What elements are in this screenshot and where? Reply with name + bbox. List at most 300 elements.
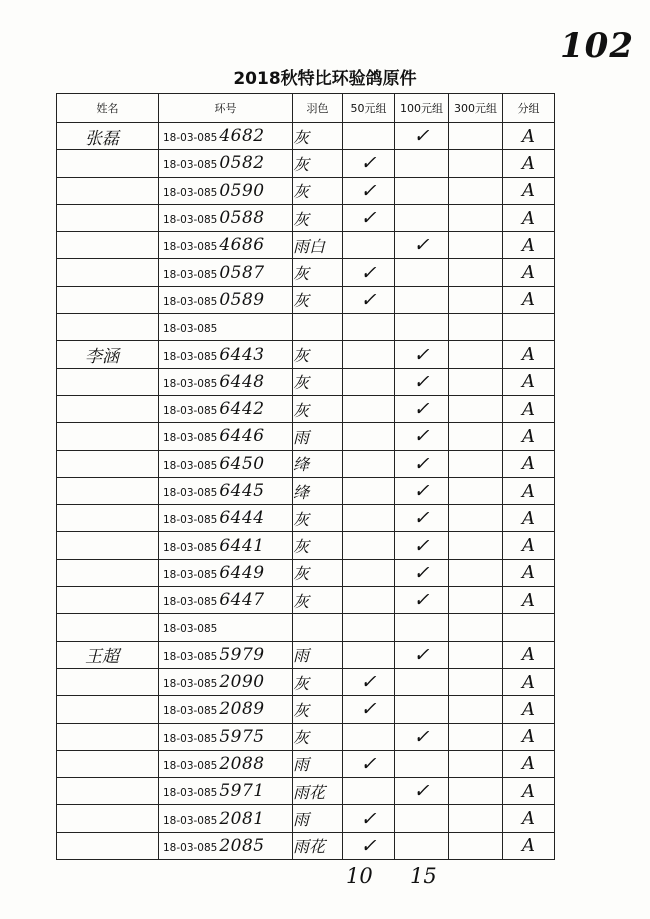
ring-suffix: 4686 — [219, 235, 265, 256]
table-row — [57, 832, 555, 859]
color-cell: 灰 — [293, 341, 343, 368]
table-row — [57, 696, 555, 723]
ring-suffix: 2090 — [219, 672, 265, 693]
check-300 — [449, 477, 503, 504]
table-row — [57, 668, 555, 695]
check-100: ✓ — [395, 232, 449, 259]
group-cell: A — [503, 177, 555, 204]
group-cell — [503, 314, 555, 341]
check-50 — [343, 723, 395, 750]
color-cell: 雨花 — [293, 832, 343, 859]
group-cell: A — [503, 532, 555, 559]
owner-name — [57, 617, 85, 637]
owner-name — [57, 181, 85, 201]
color-cell — [293, 314, 343, 341]
owner-name — [57, 754, 85, 774]
check-100: ✓ — [395, 423, 449, 450]
owner-name — [57, 263, 85, 283]
ring-prefix: 18-03-085 — [163, 405, 218, 418]
group-cell: A — [503, 123, 555, 150]
owner-name: 王超 — [85, 647, 119, 668]
ring-prefix: 18-03-085 — [163, 541, 218, 554]
color-cell: 灰 — [293, 395, 343, 422]
ring-suffix: 6448 — [219, 371, 265, 392]
check-100 — [395, 259, 449, 286]
owner-name — [57, 399, 85, 419]
group-cell: A — [503, 150, 555, 177]
ring-suffix: 0588 — [219, 208, 265, 229]
ring-prefix: 18-03-085 — [163, 295, 218, 308]
ring-cell — [159, 204, 293, 231]
check-100 — [395, 150, 449, 177]
ring-prefix: 18-03-085 — [163, 350, 218, 363]
owner-cell — [57, 450, 159, 477]
check-50 — [343, 532, 395, 559]
owner-name — [57, 727, 85, 747]
ring-cell — [159, 423, 293, 450]
check-50 — [343, 450, 395, 477]
check-100: ✓ — [395, 368, 449, 395]
table-row — [57, 477, 555, 504]
check-50 — [343, 587, 395, 614]
check-300 — [449, 204, 503, 231]
group-cell: A — [503, 368, 555, 395]
ring-cell — [159, 750, 293, 777]
group-cell: A — [503, 559, 555, 586]
owner-cell — [57, 559, 159, 586]
ring-prefix: 18-03-085 — [163, 568, 218, 581]
group-cell: A — [503, 259, 555, 286]
ring-prefix: 18-03-085 — [163, 732, 218, 745]
table-row — [57, 150, 555, 177]
table-row — [57, 286, 555, 313]
owner-cell — [57, 286, 159, 313]
header-row — [57, 94, 555, 123]
owner-cell — [57, 177, 159, 204]
table-row — [57, 368, 555, 395]
ring-suffix: 6450 — [219, 453, 265, 474]
ring-cell — [159, 614, 293, 641]
check-100 — [395, 696, 449, 723]
check-100: ✓ — [395, 587, 449, 614]
check-300 — [449, 286, 503, 313]
table-row — [57, 532, 555, 559]
ring-suffix: 2085 — [219, 835, 265, 856]
ring-prefix: 18-03-085 — [163, 323, 218, 336]
group-cell: A — [503, 505, 555, 532]
color-cell: 雨 — [293, 423, 343, 450]
ring-suffix: 6446 — [219, 426, 265, 447]
color-cell — [293, 614, 343, 641]
ring-cell — [159, 177, 293, 204]
owner-name — [57, 481, 85, 501]
owner-cell — [57, 778, 159, 805]
check-50 — [343, 559, 395, 586]
check-50: ✓ — [343, 805, 395, 832]
owner-cell — [57, 368, 159, 395]
owner-cell — [57, 696, 159, 723]
group-cell: A — [503, 341, 555, 368]
table-row — [57, 450, 555, 477]
owner-cell — [57, 150, 159, 177]
check-50: ✓ — [343, 177, 395, 204]
owner-name — [57, 208, 85, 228]
check-100 — [395, 314, 449, 341]
group-cell: A — [503, 750, 555, 777]
group-cell: A — [503, 232, 555, 259]
owner-cell — [57, 259, 159, 286]
check-300 — [449, 450, 503, 477]
check-50 — [343, 778, 395, 805]
owner-cell — [57, 477, 159, 504]
ring-suffix: 0590 — [219, 180, 265, 201]
check-100 — [395, 286, 449, 313]
check-300 — [449, 177, 503, 204]
owner-cell — [57, 750, 159, 777]
check-300 — [449, 423, 503, 450]
check-300 — [449, 368, 503, 395]
check-50: ✓ — [343, 750, 395, 777]
group-cell: A — [503, 587, 555, 614]
owner-name — [57, 153, 85, 173]
owner-name — [57, 235, 85, 255]
owner-name — [57, 536, 85, 556]
group-cell: A — [503, 423, 555, 450]
owner-name — [57, 590, 85, 610]
ring-suffix: 6444 — [219, 508, 265, 529]
color-cell: 灰 — [293, 150, 343, 177]
color-cell: 灰 — [293, 259, 343, 286]
header-color: 羽色 — [293, 94, 343, 123]
page-title: 2018秋特比环验鸽原件 — [233, 69, 417, 89]
check-300 — [449, 314, 503, 341]
ring-prefix: 18-03-085 — [163, 514, 218, 527]
owner-name — [57, 372, 85, 392]
check-100 — [395, 805, 449, 832]
ring-suffix: 6447 — [219, 590, 265, 611]
color-cell: 雨白 — [293, 232, 343, 259]
color-cell: 灰 — [293, 723, 343, 750]
check-50 — [343, 368, 395, 395]
ring-prefix: 18-03-085 — [163, 241, 218, 254]
table-row — [57, 259, 555, 286]
table-row — [57, 341, 555, 368]
pigeon-registration-table — [56, 93, 555, 860]
check-300 — [449, 259, 503, 286]
check-300 — [449, 778, 503, 805]
owner-cell — [57, 314, 159, 341]
group-cell: A — [503, 204, 555, 231]
check-50 — [343, 123, 395, 150]
ring-prefix: 18-03-085 — [163, 487, 218, 499]
owner-name — [57, 290, 85, 310]
header-100: 100元组 — [395, 94, 449, 123]
ring-cell — [159, 450, 293, 477]
owner-name — [57, 454, 85, 474]
ring-cell — [159, 723, 293, 750]
check-50 — [343, 614, 395, 641]
ring-prefix: 18-03-085 — [163, 432, 218, 445]
owner-cell — [57, 805, 159, 832]
owner-cell — [57, 232, 159, 259]
ring-cell — [159, 559, 293, 586]
ring-cell — [159, 150, 293, 177]
check-300 — [449, 341, 503, 368]
ring-cell — [159, 477, 293, 504]
ring-cell — [159, 668, 293, 695]
table-row — [57, 314, 555, 341]
ring-suffix: 6445 — [219, 481, 265, 501]
table-row — [57, 395, 555, 422]
ring-suffix: 5979 — [219, 644, 265, 665]
table-row — [57, 805, 555, 832]
ring-suffix: 2088 — [219, 753, 265, 774]
check-300 — [449, 395, 503, 422]
color-cell: 雨 — [293, 805, 343, 832]
check-50: ✓ — [343, 150, 395, 177]
group-cell: A — [503, 805, 555, 832]
group-cell: A — [503, 778, 555, 805]
check-300 — [449, 559, 503, 586]
check-50 — [343, 641, 395, 668]
color-cell: 灰 — [293, 505, 343, 532]
ring-suffix: 6443 — [219, 344, 265, 365]
ring-cell — [159, 641, 293, 668]
ring-prefix: 18-03-085 — [163, 623, 218, 636]
owner-name — [57, 699, 85, 719]
owner-cell — [57, 832, 159, 859]
group-cell: A — [503, 641, 555, 668]
check-50: ✓ — [343, 668, 395, 695]
check-50: ✓ — [343, 286, 395, 313]
check-100 — [395, 750, 449, 777]
group-cell — [503, 614, 555, 641]
owner-cell — [57, 341, 159, 368]
color-cell: 灰 — [293, 204, 343, 231]
check-300 — [449, 832, 503, 859]
ring-suffix: 5971 — [219, 781, 265, 802]
group-cell: A — [503, 286, 555, 313]
ring-prefix: 18-03-085 — [163, 759, 218, 772]
ring-suffix: 6449 — [219, 562, 265, 583]
ring-cell — [159, 505, 293, 532]
ring-cell — [159, 232, 293, 259]
color-cell: 灰 — [293, 559, 343, 586]
owner-cell — [57, 423, 159, 450]
check-50 — [343, 477, 395, 504]
ring-suffix: 4682 — [219, 126, 265, 147]
ring-prefix: 18-03-085 — [163, 268, 218, 281]
check-100: ✓ — [395, 450, 449, 477]
check-100: ✓ — [395, 559, 449, 586]
group-cell: A — [503, 668, 555, 695]
owner-name: 张磊 — [85, 128, 119, 149]
header-50: 50元组 — [343, 94, 395, 123]
group-cell: A — [503, 696, 555, 723]
owner-name — [57, 426, 85, 446]
table-row — [57, 641, 555, 668]
ring-cell — [159, 314, 293, 341]
ring-cell — [159, 587, 293, 614]
check-300 — [449, 696, 503, 723]
owner-cell — [57, 395, 159, 422]
owner-cell — [57, 614, 159, 641]
owner-name — [57, 809, 85, 829]
owner-cell — [57, 204, 159, 231]
ring-prefix: 18-03-085 — [163, 186, 218, 199]
ring-cell — [159, 341, 293, 368]
color-cell: 灰 — [293, 286, 343, 313]
table-row — [57, 750, 555, 777]
ring-prefix: 18-03-085 — [163, 705, 218, 718]
owner-name — [57, 508, 85, 528]
color-cell: 绛 — [293, 477, 343, 504]
ring-prefix: 18-03-085 — [163, 214, 218, 227]
check-50: ✓ — [343, 696, 395, 723]
check-100: ✓ — [395, 723, 449, 750]
check-300 — [449, 614, 503, 641]
table-row — [57, 123, 555, 150]
ring-prefix: 18-03-085 — [163, 377, 218, 390]
color-cell: 灰 — [293, 696, 343, 723]
ring-suffix: 0587 — [219, 262, 265, 283]
check-300 — [449, 587, 503, 614]
owner-name — [57, 317, 85, 337]
ring-prefix: 18-03-085 — [163, 596, 218, 609]
color-cell: 雨 — [293, 641, 343, 668]
color-cell: 灰 — [293, 177, 343, 204]
check-300 — [449, 532, 503, 559]
check-100: ✓ — [395, 341, 449, 368]
owner-cell — [57, 587, 159, 614]
owner-name — [57, 781, 85, 801]
ring-cell — [159, 805, 293, 832]
ring-suffix: 6441 — [219, 535, 265, 556]
group-cell: A — [503, 395, 555, 422]
ring-cell — [159, 123, 293, 150]
color-cell: 灰 — [293, 368, 343, 395]
ring-prefix: 18-03-085 — [163, 787, 218, 800]
check-100 — [395, 832, 449, 859]
table-row — [57, 614, 555, 641]
check-100: ✓ — [395, 641, 449, 668]
check-50: ✓ — [343, 832, 395, 859]
check-50 — [343, 314, 395, 341]
check-50 — [343, 232, 395, 259]
header-ring: 环号 — [159, 94, 293, 123]
color-cell: 灰 — [293, 668, 343, 695]
ring-prefix: 18-03-085 — [163, 650, 218, 663]
color-cell: 灰 — [293, 123, 343, 150]
table-row — [57, 587, 555, 614]
owner-cell — [57, 668, 159, 695]
color-cell: 绛 — [293, 450, 343, 477]
ring-cell — [159, 832, 293, 859]
check-100: ✓ — [395, 505, 449, 532]
check-50 — [343, 341, 395, 368]
ring-suffix: 0589 — [219, 289, 265, 310]
owner-name: 李涵 — [85, 347, 119, 368]
color-cell: 灰 — [293, 587, 343, 614]
owner-cell — [57, 505, 159, 532]
group-cell: A — [503, 450, 555, 477]
table-row — [57, 232, 555, 259]
ring-suffix: 5975 — [219, 726, 265, 747]
color-cell: 雨花 — [293, 778, 343, 805]
check-100: ✓ — [395, 123, 449, 150]
check-300 — [449, 750, 503, 777]
check-300 — [449, 150, 503, 177]
header-300: 300元组 — [449, 94, 503, 123]
table-row — [57, 177, 555, 204]
check-300 — [449, 641, 503, 668]
header-name: 姓名 — [57, 94, 159, 123]
group-cell: A — [503, 832, 555, 859]
ring-suffix: 0582 — [219, 153, 265, 174]
check-50 — [343, 505, 395, 532]
table-row — [57, 559, 555, 586]
owner-name — [57, 836, 85, 856]
owner-name — [57, 563, 85, 583]
owner-cell — [57, 532, 159, 559]
check-300 — [449, 723, 503, 750]
group-cell: A — [503, 477, 555, 504]
ring-cell — [159, 395, 293, 422]
ring-prefix: 18-03-085 — [163, 159, 218, 172]
color-cell: 雨 — [293, 750, 343, 777]
header-group: 分组 — [503, 94, 555, 123]
ring-cell — [159, 532, 293, 559]
table-row — [57, 204, 555, 231]
ring-prefix: 18-03-085 — [163, 132, 218, 145]
owner-cell — [57, 123, 159, 150]
ring-suffix: 2089 — [219, 699, 265, 720]
check-50 — [343, 395, 395, 422]
owner-name — [57, 672, 85, 692]
check-300 — [449, 123, 503, 150]
color-cell: 灰 — [293, 532, 343, 559]
check-100 — [395, 668, 449, 695]
check-50: ✓ — [343, 204, 395, 231]
table-row — [57, 723, 555, 750]
ring-cell — [159, 286, 293, 313]
total-100: 15 — [410, 864, 437, 888]
check-100 — [395, 177, 449, 204]
check-100: ✓ — [395, 395, 449, 422]
ring-suffix: 2081 — [219, 808, 265, 829]
ring-cell — [159, 696, 293, 723]
ring-cell — [159, 259, 293, 286]
table-row — [57, 778, 555, 805]
total-50: 10 — [346, 864, 373, 888]
ring-prefix: 18-03-085 — [163, 678, 218, 691]
owner-cell — [57, 723, 159, 750]
check-100 — [395, 614, 449, 641]
ring-suffix: 6442 — [219, 399, 265, 420]
page-number: 102 — [560, 26, 634, 66]
check-100: ✓ — [395, 778, 449, 805]
ring-prefix: 18-03-085 — [163, 841, 218, 854]
check-100 — [395, 204, 449, 231]
table-row — [57, 423, 555, 450]
ring-prefix: 18-03-085 — [163, 459, 218, 472]
check-300 — [449, 805, 503, 832]
ring-prefix: 18-03-085 — [163, 814, 218, 827]
check-300 — [449, 232, 503, 259]
owner-cell — [57, 641, 159, 668]
check-100: ✓ — [395, 532, 449, 559]
check-100: ✓ — [395, 477, 449, 504]
